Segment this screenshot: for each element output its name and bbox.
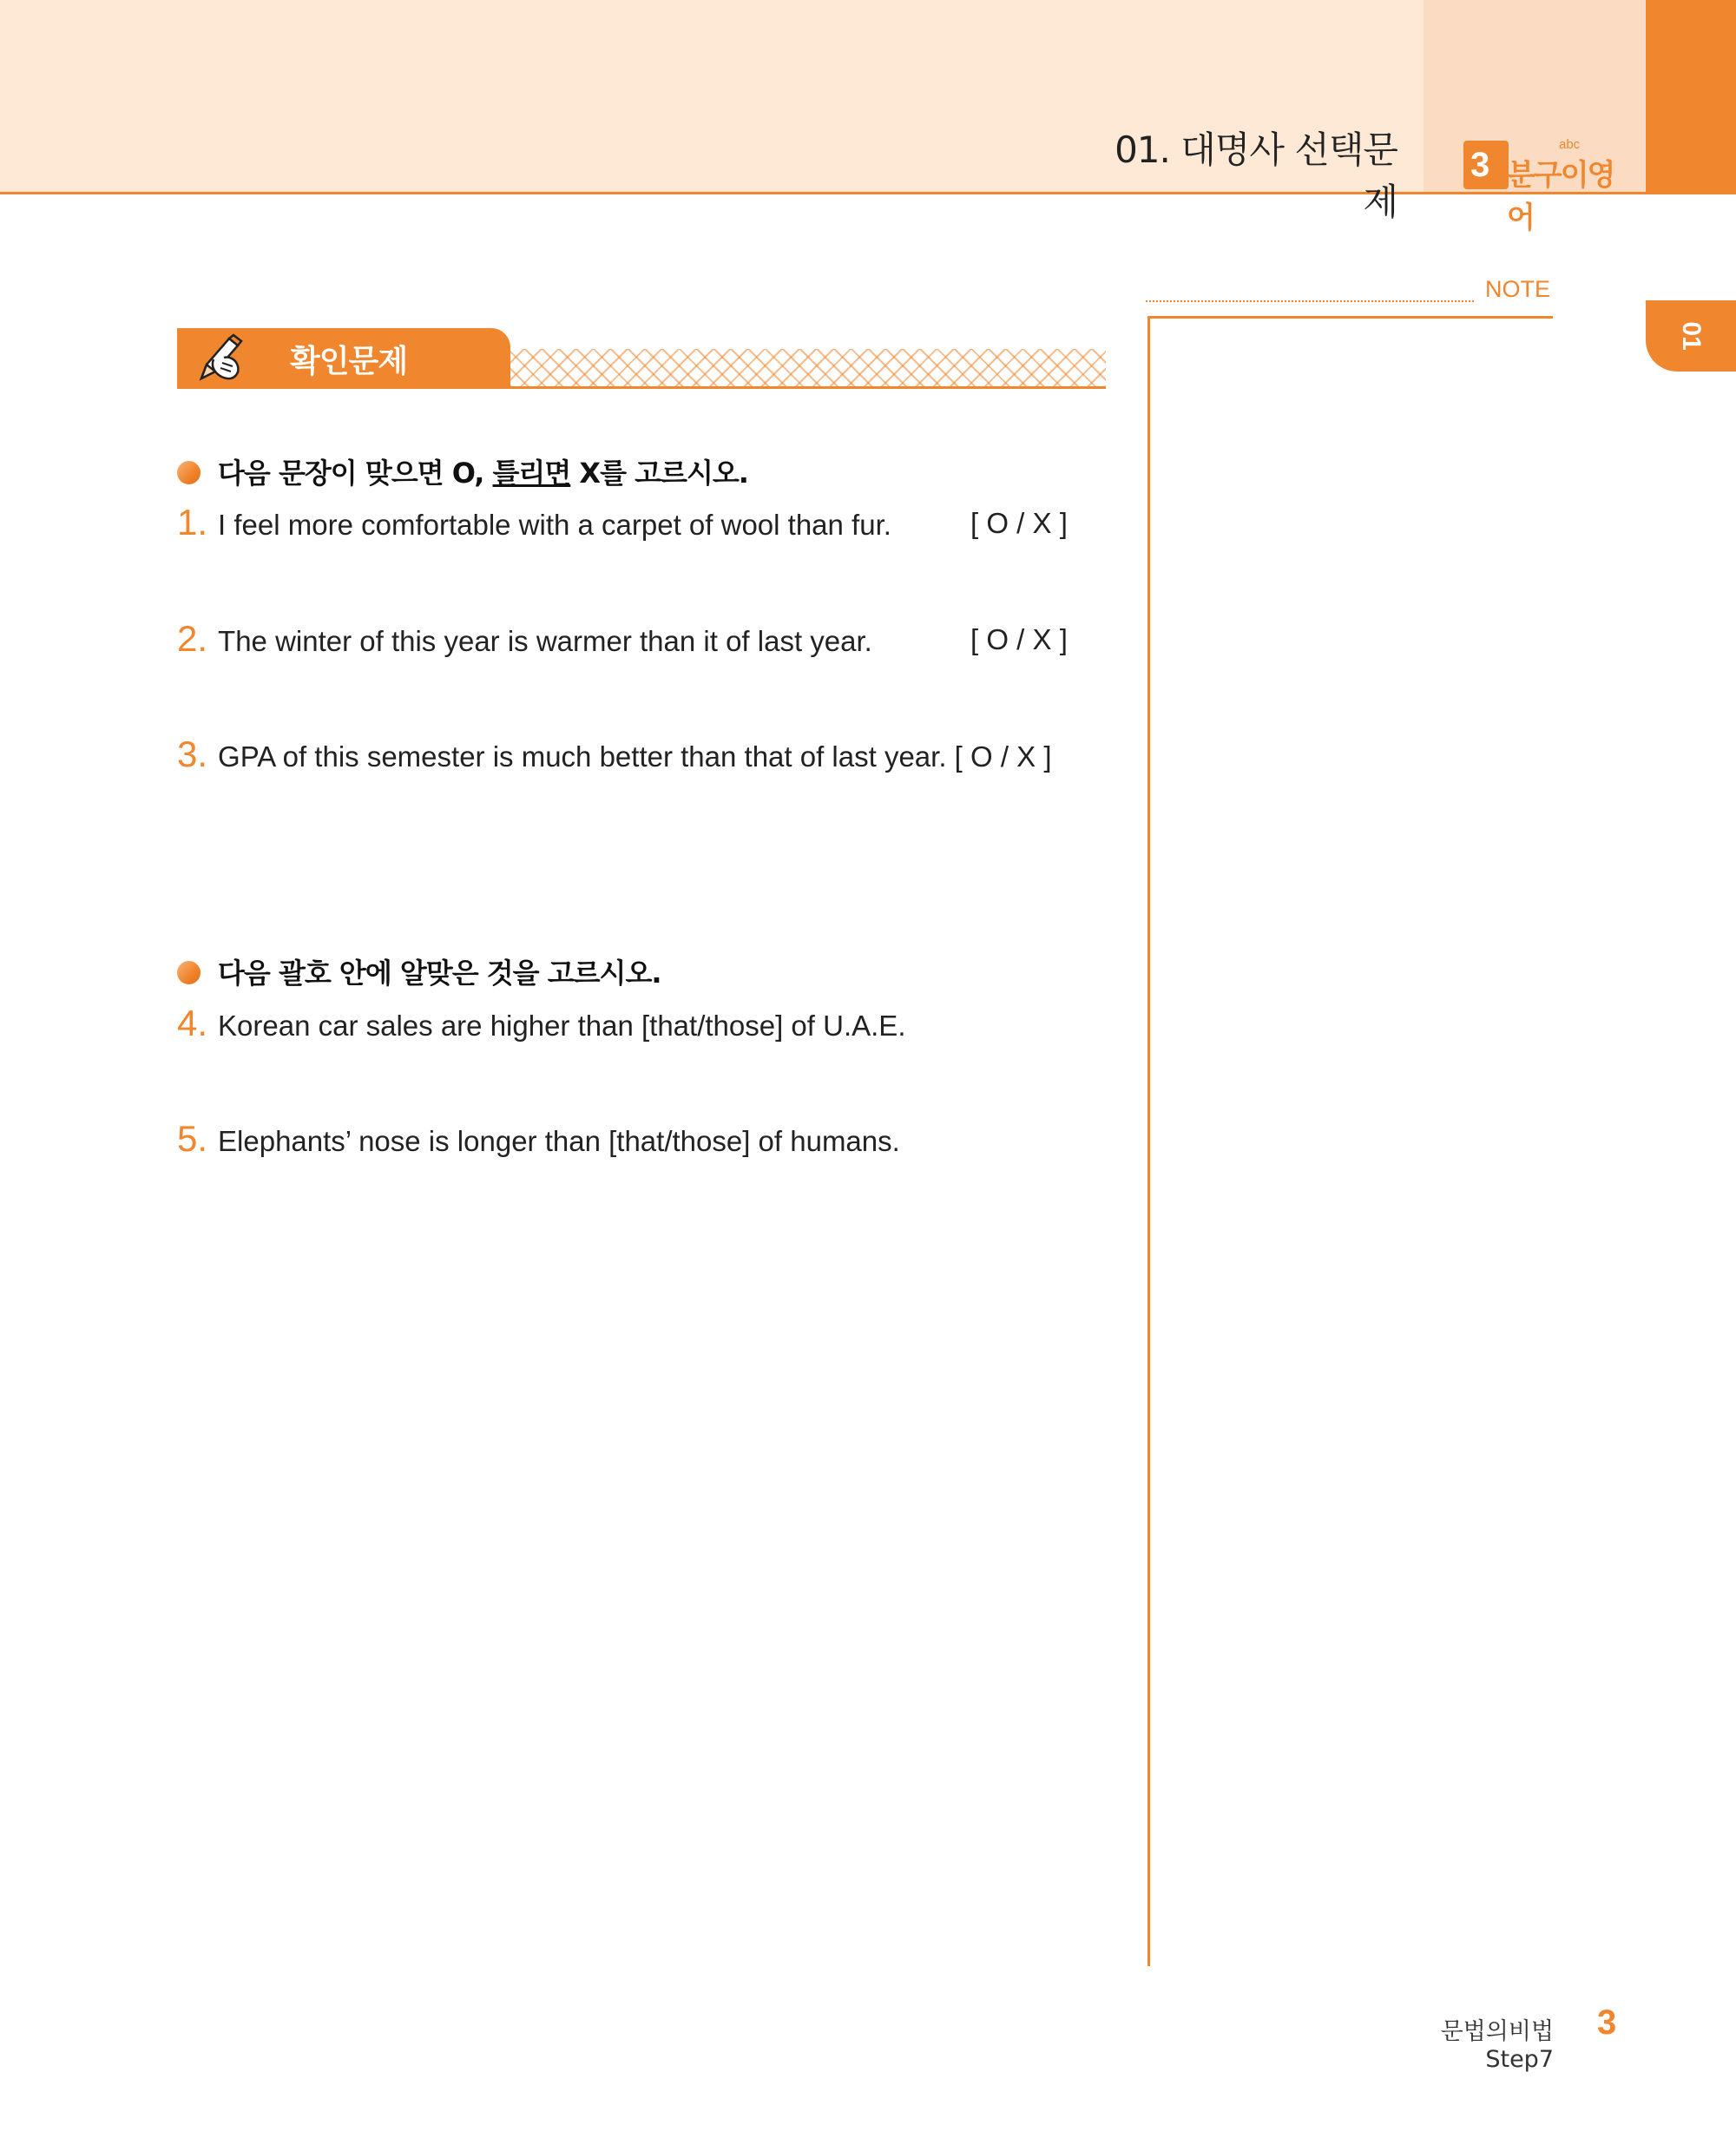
banner-hatch-pattern bbox=[510, 349, 1106, 387]
question-number: 3. bbox=[177, 733, 208, 774]
ox-choice[interactable]: [ O / X ] bbox=[970, 623, 1068, 655]
instruction-text-underlined: 틀리면 bbox=[492, 457, 571, 490]
page-number: 3 bbox=[1597, 2003, 1617, 2042]
question-text: The winter of this year is warmer than it of last year. bbox=[218, 625, 872, 657]
book-title: 문법의비법 Step7 bbox=[1440, 2018, 1554, 2073]
question-1 bbox=[177, 502, 891, 543]
instruction-text: 다음 괄호 안에 알맞은 것을 고르시오. bbox=[218, 957, 661, 990]
instruction-ox bbox=[177, 451, 748, 491]
note-label: NOTE bbox=[1484, 276, 1550, 302]
instruction-text-a: 다음 문장이 맞으면 O, bbox=[218, 457, 493, 490]
logo-superscript: abc bbox=[1559, 137, 1581, 152]
note-area[interactable] bbox=[1147, 316, 1553, 1966]
question-number: 1. bbox=[177, 502, 208, 543]
banner-underline bbox=[177, 386, 1106, 389]
question-3 bbox=[177, 733, 1052, 775]
logo-word: 분구이영어 bbox=[1507, 158, 1614, 235]
section-banner bbox=[177, 328, 510, 387]
side-chapter-tab bbox=[1646, 300, 1736, 372]
question-text: I feel more comfortable with a carpet of wool than fur. bbox=[218, 509, 891, 541]
pencil-hand-icon bbox=[194, 333, 247, 384]
question-text: Korean car sales are higher than [that/those] of U.A.E. bbox=[218, 1010, 906, 1042]
logo-number: 3 bbox=[1470, 146, 1490, 184]
bullet-dot-icon bbox=[177, 461, 201, 484]
ox-choice[interactable]: [ O / X ] bbox=[970, 507, 1068, 539]
question-text: GPA of this semester is much better than that of last year. [ O / X ] bbox=[218, 740, 1052, 773]
bullet-dot-icon bbox=[177, 961, 201, 984]
question-2 bbox=[177, 618, 872, 660]
instruction-choose bbox=[177, 951, 661, 991]
question-number: 5. bbox=[177, 1118, 208, 1159]
instruction-text-b: X를 고르시오. bbox=[570, 457, 748, 490]
corner-tab bbox=[1646, 0, 1736, 193]
section-title: 확인문제 bbox=[290, 344, 408, 379]
brand-logo bbox=[1463, 137, 1637, 235]
side-chapter-label: 01 bbox=[1677, 321, 1706, 351]
question-number: 4. bbox=[177, 1003, 208, 1043]
question-text: Elephants’ nose is longer than [that/those] of humans. bbox=[218, 1125, 900, 1157]
chapter-title: 01. 대명사 선택문제 bbox=[1115, 128, 1397, 223]
question-4 bbox=[177, 1003, 905, 1044]
question-5 bbox=[177, 1118, 900, 1160]
question-number: 2. bbox=[177, 618, 208, 659]
